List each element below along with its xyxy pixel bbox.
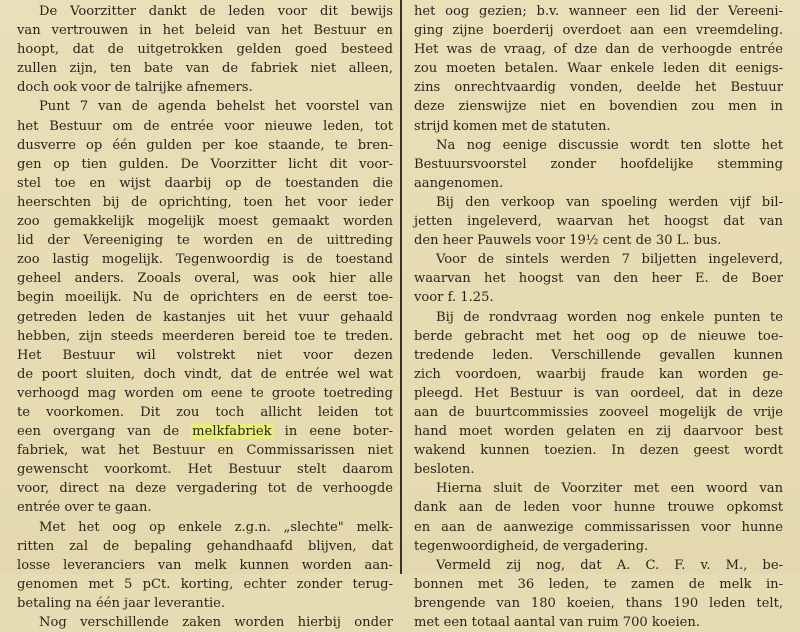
line-text: strijd komen met de statuten.	[414, 118, 611, 134]
line-text: entrée over te gaan.	[17, 500, 152, 516]
line-text: ritten zal de bepaling gehandhaafd blijven, dat	[17, 538, 393, 554]
line-text: Met het oog op enkele z.g.n. „slechte" melk-	[39, 519, 393, 535]
line-text: hand moet worden gelaten en zij daarvoor best	[414, 424, 783, 440]
text-line	[17, 460, 393, 479]
text-line	[414, 97, 783, 116]
line-text: gewenscht voorkomt. Het Bestuur stelt daarom	[17, 462, 393, 478]
line-text: van vertrouwen in het beleid van het Bestuur en	[17, 23, 393, 39]
line-text: hoopt, dat de uitgetrokken gelden goed besteed	[17, 42, 393, 58]
line-text: begin moeilijk. Nu de oprichters en de eerst toe-	[17, 290, 393, 306]
line-text: genomen met 5 pCt. korting, echter zonder terug-	[17, 576, 393, 592]
line-text: Voor de sintels werden 7 biljetten ingeleverd,	[436, 252, 783, 268]
text-line	[17, 403, 393, 422]
text-line	[414, 460, 783, 479]
text-line	[414, 40, 783, 59]
line-text: heerschten bij de oprichting, toen het voor ieder	[17, 194, 393, 210]
text-line	[17, 59, 393, 78]
text-line	[414, 594, 783, 613]
line-text: gen op tien gulden. De Voorzitter licht dit voor-	[17, 156, 393, 172]
text-line	[17, 308, 393, 327]
text-line	[414, 441, 783, 460]
line-text: dusverre op één gulden per koe staande, te bren-	[17, 137, 393, 153]
text-line	[17, 479, 393, 498]
text-line	[414, 518, 783, 537]
line-text: Het was de vraag, of dze dan de verhoogde entrée	[414, 42, 783, 58]
text-line	[414, 288, 783, 307]
text-line	[17, 613, 393, 632]
line-text: doch ook voor de talrijke afnemers.	[17, 80, 253, 96]
text-line	[17, 2, 393, 21]
line-text: Bij de rondvraag worden nog enkele punten te	[436, 309, 783, 325]
line-text: brengende van 180 koeien, thans 190 leden telt,	[414, 595, 783, 611]
text-line	[414, 155, 783, 174]
line-text: deze zienswijze niet en bovendien zou men in	[414, 99, 783, 115]
line-text: besloten.	[414, 462, 475, 478]
text-line	[17, 250, 393, 269]
text-line	[17, 21, 393, 40]
line-text: ging zijne boerderij overdoet aan een vreemdeling.	[414, 23, 783, 39]
text-line	[414, 422, 783, 441]
text-line	[17, 155, 393, 174]
text-line	[414, 327, 783, 346]
text-line	[414, 59, 783, 78]
text-line	[17, 117, 393, 136]
text-line	[414, 231, 783, 250]
line-text: Na nog eenige discussie wordt ten slotte het	[436, 137, 783, 153]
text-line	[414, 250, 783, 269]
text-line	[17, 384, 393, 403]
text-line	[414, 212, 783, 231]
text-line	[414, 174, 783, 193]
line-text: het Bestuur om de entrée voor nieuwe leden, tot	[17, 118, 393, 134]
text-line	[17, 575, 393, 594]
line-text: jetten ingeleverd, waarvan het hoogst dat van	[414, 214, 783, 230]
text-line	[414, 537, 783, 556]
text-line	[414, 21, 783, 40]
text-line	[17, 288, 393, 307]
text-line	[414, 346, 783, 365]
line-text: fabriek, wat het Bestuur en Commissarissen niet	[17, 443, 393, 459]
line-text: in eene boter-	[284, 424, 393, 440]
text-line	[414, 613, 783, 632]
line-text: zoo lastig mogelijk. Tegenwoordig is de toestand	[17, 252, 393, 268]
text-line	[414, 136, 783, 155]
text-line	[414, 308, 783, 327]
text-line	[17, 518, 393, 537]
text-line	[414, 384, 783, 403]
line-text: den heer Pauwels voor 19½ cent de 30 L. bus.	[414, 233, 722, 249]
text-line	[17, 346, 393, 365]
line-text: Vermeld zij nog, dat A. C. F. v. M., be-	[436, 557, 783, 573]
line-text: Hierna sluit de Voorziter met een woord van	[436, 481, 783, 497]
line-text: dank aan de leden voor hunne trouwe opkomst	[414, 500, 783, 516]
text-line	[414, 2, 783, 21]
line-text: verhoogd mag worden om eene te groote toetreding	[17, 385, 393, 401]
text-line	[17, 422, 393, 441]
highlighted-search-term: melkfabriek	[192, 424, 272, 440]
line-text: waarvan het hoogst van den heer E. de Boer	[414, 271, 783, 287]
line-text: berde gebracht met het oog op de nieuwe toe-	[414, 328, 783, 344]
line-text: Nog verschillende zaken worden hierbij onder	[39, 615, 393, 630]
text-line	[17, 498, 393, 517]
line-text: Bij den verkoop van spoeling werden vijf bil-	[436, 194, 783, 210]
text-line	[414, 193, 783, 212]
line-text: lid der Vereeniging te worden en de uittreding	[17, 233, 393, 249]
line-text: het oog gezien; b.v. wanneer een lid der Vereeni-	[414, 4, 783, 19]
line-text: losse leveranciers van melk kunnen worden aan-	[17, 557, 393, 573]
line-text: pleegd. Het Bestuur is van oordeel, dat in deze	[414, 385, 783, 401]
text-line	[414, 575, 783, 594]
column-divider	[400, 0, 402, 574]
line-text: De Voorzitter dankt de leden voor dit bewijs	[39, 4, 393, 19]
text-line	[17, 556, 393, 575]
text-line	[414, 269, 783, 288]
line-text: zullen zijn, ten bate van de fabriek niet alleen,	[17, 61, 393, 77]
text-line	[414, 365, 783, 384]
text-line	[17, 40, 393, 59]
text-line	[17, 174, 393, 193]
text-line	[17, 327, 393, 346]
text-line	[17, 212, 393, 231]
line-text: de poort sluiten, doch vindt, dat de entrée wel wat	[17, 366, 393, 382]
line-text: Bestuursvoorstel zonder hoofdelijke stemming	[414, 156, 783, 172]
line-text: tegenwoordigheid, de vergadering.	[414, 538, 649, 554]
line-text: getreden leden de kastanjes uit het vuur gehaald	[17, 309, 393, 325]
line-text: Het Bestuur wil volstrekt niet voor dezen	[17, 347, 393, 363]
line-text: bonnen met 36 leden, te zamen de melk in-	[414, 576, 783, 592]
line-text: hebben, zijn steeds meerderen bereid toe te treden.	[17, 328, 393, 344]
line-text: Punt 7 van de agenda behelst het voorstel van	[39, 99, 393, 115]
line-text: voor f. 1.25.	[414, 290, 494, 306]
text-line	[414, 479, 783, 498]
right-column	[414, 2, 783, 630]
text-line	[17, 365, 393, 384]
text-line	[414, 117, 783, 136]
text-line	[414, 556, 783, 575]
line-text: zoo gemakkelijk mogelijk moest gemaakt worden	[17, 214, 393, 230]
text-line	[414, 78, 783, 97]
text-line	[17, 269, 393, 288]
text-line	[17, 441, 393, 460]
text-line	[17, 193, 393, 212]
text-line	[17, 594, 393, 613]
left-column	[17, 2, 393, 630]
text-line	[17, 78, 393, 97]
line-text: zou moeten betalen. Waar enkele leden dit eenigs-	[414, 61, 783, 77]
text-line	[17, 97, 393, 116]
line-text: aangenomen.	[414, 175, 504, 191]
line-text: zins onrechtvaardig vonden, deelde het Bestuur	[414, 80, 783, 96]
line-text: betaling na één jaar leverantie.	[17, 595, 226, 611]
line-text: aan de buurtcommissies zooveel mogelijk de vrije	[414, 404, 783, 420]
line-text: een overgang van de	[17, 424, 180, 440]
text-line	[17, 537, 393, 556]
line-text: voor, direct na deze vergadering tot de verhoogde	[17, 481, 393, 497]
line-text: met een totaal aantal van ruim 700 koeien.	[414, 615, 701, 630]
text-line	[17, 231, 393, 250]
line-text: stel toe en wijst daarbij op de toestanden die	[17, 175, 393, 191]
line-text: te voorkomen. Dit zou toch allicht leiden tot	[17, 404, 393, 420]
text-line	[17, 136, 393, 155]
line-text: geheel anders. Zooals overal, was ook hier alle	[17, 271, 393, 287]
line-text: zich voordoen, waarbij fraude kan worden ge-	[414, 366, 783, 382]
line-text: tredende leden. Verschillende gevallen kunnen	[414, 347, 783, 363]
line-text: wakend kunnen toezien. In dezen geest wordt	[414, 443, 783, 459]
text-line	[414, 403, 783, 422]
line-text: en aan de aanwezige commissarissen voor hunne	[414, 519, 783, 535]
text-line	[414, 498, 783, 517]
